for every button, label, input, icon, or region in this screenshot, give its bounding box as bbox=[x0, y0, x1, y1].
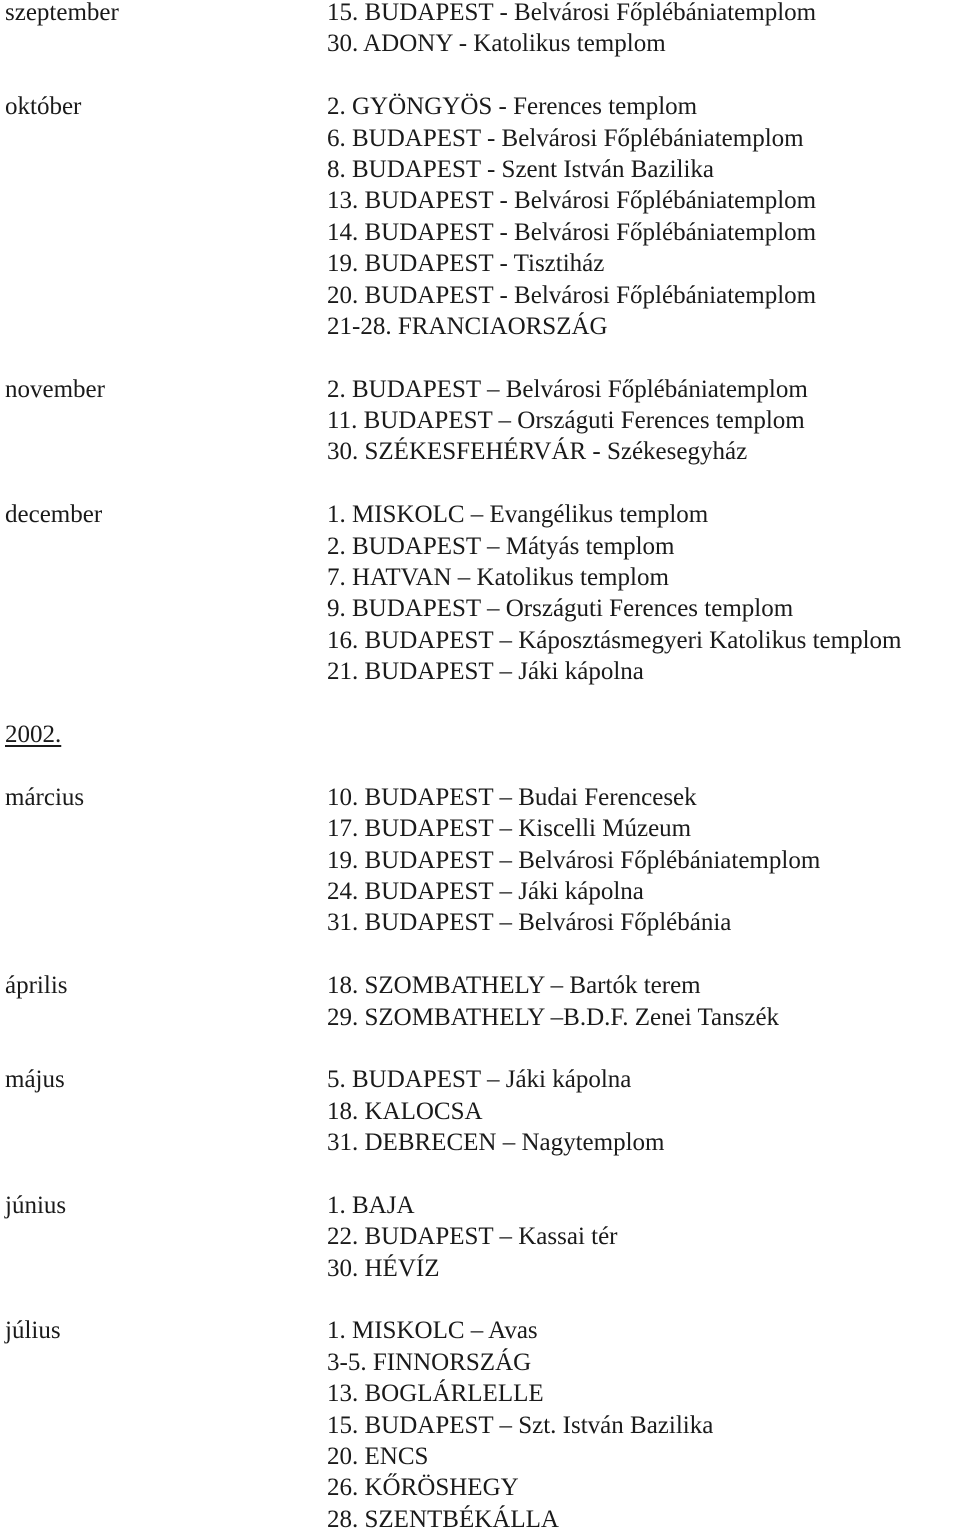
month-group bbox=[5, 499, 955, 687]
schedule-line bbox=[5, 1127, 955, 1158]
schedule-line bbox=[5, 91, 955, 122]
month-label bbox=[5, 1002, 327, 1033]
event-entry: 2. GYÖNGYÖS - Ferences templom bbox=[327, 93, 698, 121]
month-label bbox=[5, 436, 327, 467]
event-entry: 9. BUDAPEST – Országuti Ferences templom bbox=[327, 595, 794, 623]
schedule-line bbox=[5, 499, 955, 530]
month-label: június bbox=[5, 1191, 67, 1219]
schedule-line bbox=[5, 1221, 955, 1252]
block-spacer bbox=[5, 1284, 955, 1315]
event-entry: 6. BUDAPEST - Belvárosi Főplébániatemplom bbox=[327, 124, 804, 152]
schedule-line bbox=[5, 185, 955, 216]
year-heading: 2002. bbox=[5, 720, 62, 748]
block-spacer bbox=[5, 1158, 955, 1189]
event-entry: 13. BUDAPEST - Belvárosi Főplébániatemplom bbox=[327, 187, 817, 215]
event-entry: 2. BUDAPEST – Mátyás templom bbox=[327, 532, 675, 560]
schedule-line bbox=[5, 876, 955, 907]
event-entry: 1. BAJA bbox=[327, 1191, 415, 1219]
schedule-line bbox=[5, 1002, 955, 1033]
month-label bbox=[5, 1127, 327, 1158]
month-label bbox=[5, 185, 327, 216]
month-label bbox=[5, 217, 327, 248]
schedule-line bbox=[5, 311, 955, 342]
event-entry: 13. BOGLÁRLELLE bbox=[327, 1380, 544, 1408]
schedule-line bbox=[5, 970, 955, 1001]
event-entry: 24. BUDAPEST – Jáki kápolna bbox=[327, 877, 644, 905]
month-label bbox=[5, 1441, 327, 1472]
schedule-line bbox=[5, 0, 955, 28]
schedule-line bbox=[5, 248, 955, 279]
month-label: május bbox=[5, 1066, 65, 1094]
schedule-line bbox=[5, 123, 955, 154]
event-entry: 16. BUDAPEST – Káposztásmegyeri Katolikus templom bbox=[327, 626, 902, 654]
schedule-line bbox=[5, 625, 955, 656]
schedule-line bbox=[5, 907, 955, 938]
month-group bbox=[5, 970, 955, 1033]
schedule-line bbox=[5, 1064, 955, 1095]
schedule-line bbox=[5, 1096, 955, 1127]
event-entry: 2. BUDAPEST – Belvárosi Főplébániatemplom bbox=[327, 375, 808, 403]
event-entry: 1. MISKOLC – Avas bbox=[327, 1317, 538, 1345]
event-entry: 28. SZENTBÉKÁLLA bbox=[327, 1505, 559, 1533]
event-entry: 3-5. FINNORSZÁG bbox=[327, 1348, 532, 1376]
schedule-line bbox=[5, 531, 955, 562]
month-label bbox=[5, 1410, 327, 1441]
block-spacer bbox=[5, 750, 955, 781]
month-label bbox=[5, 1504, 327, 1535]
month-label bbox=[5, 1221, 327, 1252]
event-entry: 18. KALOCSA bbox=[327, 1097, 483, 1125]
event-entry: 30. SZÉKESFEHÉRVÁR - Székesegyház bbox=[327, 438, 748, 466]
schedule-line bbox=[5, 562, 955, 593]
event-entry: 22. BUDAPEST – Kassai tér bbox=[327, 1223, 618, 1251]
schedule-line bbox=[5, 217, 955, 248]
month-label bbox=[5, 1378, 327, 1409]
event-entry: 7. HATVAN – Katolikus templom bbox=[327, 564, 669, 592]
schedule-line bbox=[5, 1504, 955, 1535]
schedule-line bbox=[5, 1190, 955, 1221]
event-entry: 26. KŐRÖSHEGY bbox=[327, 1474, 519, 1502]
month-label: december bbox=[5, 501, 103, 529]
block-spacer bbox=[5, 342, 955, 373]
month-label: november bbox=[5, 375, 105, 403]
month-label bbox=[5, 1253, 327, 1284]
event-entry: 21. BUDAPEST – Jáki kápolna bbox=[327, 658, 644, 686]
month-label: április bbox=[5, 972, 68, 1000]
event-entry: 29. SZOMBATHELY –B.D.F. Zenei Tanszék bbox=[327, 1003, 780, 1031]
event-entry: 30. HÉVÍZ bbox=[327, 1254, 440, 1282]
month-label bbox=[5, 876, 327, 907]
event-entry: 20. BUDAPEST - Belvárosi Főplébániatemplom bbox=[327, 281, 817, 309]
month-label: július bbox=[5, 1317, 61, 1345]
schedule-line bbox=[5, 1441, 955, 1472]
event-entry: 31. BUDAPEST – Belvárosi Főplébánia bbox=[327, 909, 732, 937]
event-entry: 8. BUDAPEST - Szent István Bazilika bbox=[327, 155, 714, 183]
schedule-line bbox=[5, 154, 955, 185]
month-label bbox=[5, 625, 327, 656]
month-label bbox=[5, 907, 327, 938]
month-label bbox=[5, 656, 327, 687]
month-label bbox=[5, 280, 327, 311]
schedule-line bbox=[5, 374, 955, 405]
event-entry: 19. BUDAPEST - Tisztiház bbox=[327, 250, 605, 278]
month-label bbox=[5, 562, 327, 593]
event-entry: 17. BUDAPEST – Kiscelli Múzeum bbox=[327, 815, 692, 843]
month-group bbox=[5, 91, 955, 342]
event-entry: 14. BUDAPEST - Belvárosi Főplébániatemplom bbox=[327, 218, 817, 246]
month-label bbox=[5, 123, 327, 154]
month-label bbox=[5, 531, 327, 562]
event-entry: 30. ADONY - Katolikus templom bbox=[327, 30, 666, 58]
schedule-line bbox=[5, 1347, 955, 1378]
schedule-line bbox=[5, 845, 955, 876]
schedule-line bbox=[5, 436, 955, 467]
schedule-line bbox=[5, 1315, 955, 1346]
month-label bbox=[5, 1472, 327, 1503]
schedule-line bbox=[5, 782, 955, 813]
month-group bbox=[5, 1315, 955, 1535]
month-label bbox=[5, 1347, 327, 1378]
month-group bbox=[5, 1064, 955, 1158]
month-label bbox=[5, 28, 327, 59]
event-entry: 19. BUDAPEST – Belvárosi Főplébániatemplom bbox=[327, 846, 821, 874]
block-spacer bbox=[5, 468, 955, 499]
schedule-line bbox=[5, 28, 955, 59]
month-label bbox=[5, 593, 327, 624]
schedule-line bbox=[5, 593, 955, 624]
schedule-line bbox=[5, 280, 955, 311]
schedule-line bbox=[5, 1410, 955, 1441]
month-label bbox=[5, 248, 327, 279]
schedule-line bbox=[5, 1253, 955, 1284]
event-entry: 31. DEBRECEN – Nagytemplom bbox=[327, 1129, 665, 1157]
block-spacer bbox=[5, 60, 955, 91]
event-entry: 21-28. FRANCIAORSZÁG bbox=[327, 312, 608, 340]
month-label bbox=[5, 813, 327, 844]
month-group bbox=[5, 0, 955, 60]
month-group bbox=[5, 782, 955, 939]
event-entry: 18. SZOMBATHELY – Bartók terem bbox=[327, 972, 701, 1000]
event-entry: 10. BUDAPEST – Budai Ferencesek bbox=[327, 783, 697, 811]
month-group bbox=[5, 1190, 955, 1284]
event-entry: 5. BUDAPEST – Jáki kápolna bbox=[327, 1066, 632, 1094]
block-spacer bbox=[5, 939, 955, 970]
event-entry: 15. BUDAPEST – Szt. István Bazilika bbox=[327, 1411, 714, 1439]
schedule-line bbox=[5, 656, 955, 687]
month-label bbox=[5, 405, 327, 436]
month-label bbox=[5, 311, 327, 342]
schedule-line bbox=[5, 1472, 955, 1503]
month-label bbox=[5, 154, 327, 185]
event-entry: 20. ENCS bbox=[327, 1442, 429, 1470]
schedule-line bbox=[5, 1378, 955, 1409]
month-label: október bbox=[5, 93, 82, 121]
block-spacer bbox=[5, 1033, 955, 1064]
month-label bbox=[5, 1096, 327, 1127]
month-label: március bbox=[5, 783, 85, 811]
month-group bbox=[5, 374, 955, 468]
block-spacer bbox=[5, 688, 955, 719]
event-entry: 1. MISKOLC – Evangélikus templom bbox=[327, 501, 709, 529]
concert-schedule bbox=[5, 0, 955, 1535]
event-entry: 11. BUDAPEST – Országuti Ferences templom bbox=[327, 407, 805, 435]
month-label: szeptember bbox=[5, 0, 119, 26]
schedule-line bbox=[5, 405, 955, 436]
month-label bbox=[5, 845, 327, 876]
event-entry: 15. BUDAPEST - Belvárosi Főplébániatemplom bbox=[327, 0, 817, 26]
schedule-line bbox=[5, 813, 955, 844]
